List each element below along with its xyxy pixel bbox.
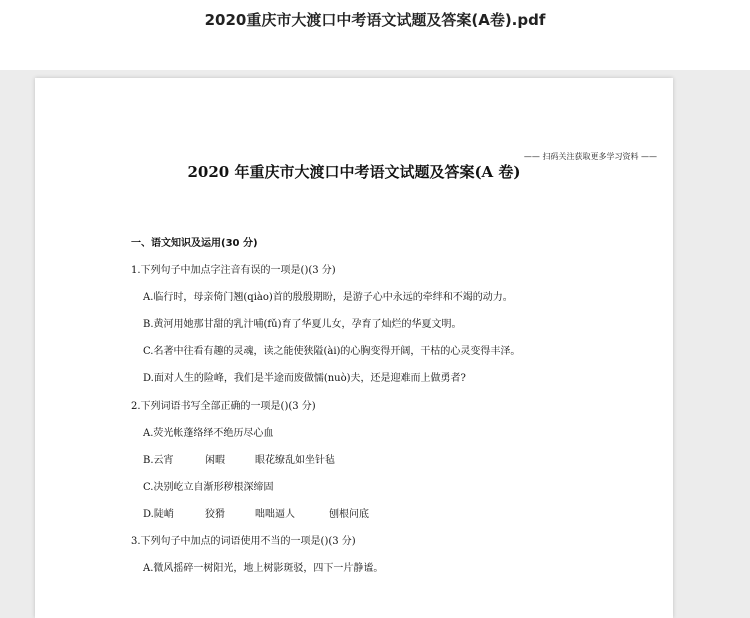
question-1-option-c: C.名著中往看有趣的灵魂，读之能使狭隘(ài)的心胸变得开阔，干枯的心灵变得丰泽。	[143, 346, 521, 357]
question-2-option-c: C.决别屹立自渐形秽根深缔固	[143, 482, 274, 493]
section-heading: 一、语文知识及运用(30 分)	[131, 238, 258, 249]
question-2-option-b-word-2: 闲暇	[205, 455, 225, 466]
question-3-stem: 3.下列句子中加点的词语使用不当的一项是()(3 分)	[131, 536, 356, 547]
question-3-option-a: A.微风摇碎一树阳光，地上树影斑驳，四下一片静谧。	[143, 563, 384, 574]
question-2-option-d-word-4: 刨根问底	[329, 509, 369, 520]
question-2-option-d-word-1: D.陡峭	[143, 509, 174, 520]
question-2-option-b-word-1: B.云宵	[143, 455, 174, 466]
question-2-option-d-word-2: 狡猾	[205, 509, 225, 520]
question-1-option-a: A.临行时，母亲倚门翘(qiào)首的殷殷期盼，是游子心中永远的牵绊和不竭的动力。	[143, 292, 513, 303]
question-2-option-d-word-3: 咄咄逼人	[255, 509, 295, 520]
question-1-option-d: D.面对人生的险峰，我们是半途而废做懦(nuò)夫，还是迎难而上做勇者?	[143, 373, 466, 384]
file-title: 2020重庆市大渡口中考语文试题及答案(A卷).pdf	[204, 11, 546, 29]
qr-note: —— 扫码关注获取更多学习资料 ——	[523, 152, 657, 161]
viewer-header	[0, 0, 750, 70]
question-2-option-d	[143, 505, 369, 520]
question-2-option-b	[143, 451, 335, 466]
question-1-stem: 1.下列句子中加点字注音有误的一项是()(3 分)	[131, 265, 336, 276]
document-page	[35, 78, 673, 618]
question-2-option-a: A.荧光帐蓬络绎不绝历尽心血	[143, 428, 274, 439]
question-2-stem: 2.下列词语书写全部正确的一项是()(3 分)	[131, 401, 316, 412]
question-2-option-b-word-3: 眼花缭乱如坐针毡	[255, 455, 335, 466]
document-title: 2020 年重庆市大渡口中考语文试题及答案(A 卷)	[187, 163, 521, 181]
question-1-option-b: B.黄河用她那甘甜的乳汁哺(fǔ)育了华夏儿女，孕育了灿烂的华夏文明。	[143, 319, 462, 330]
